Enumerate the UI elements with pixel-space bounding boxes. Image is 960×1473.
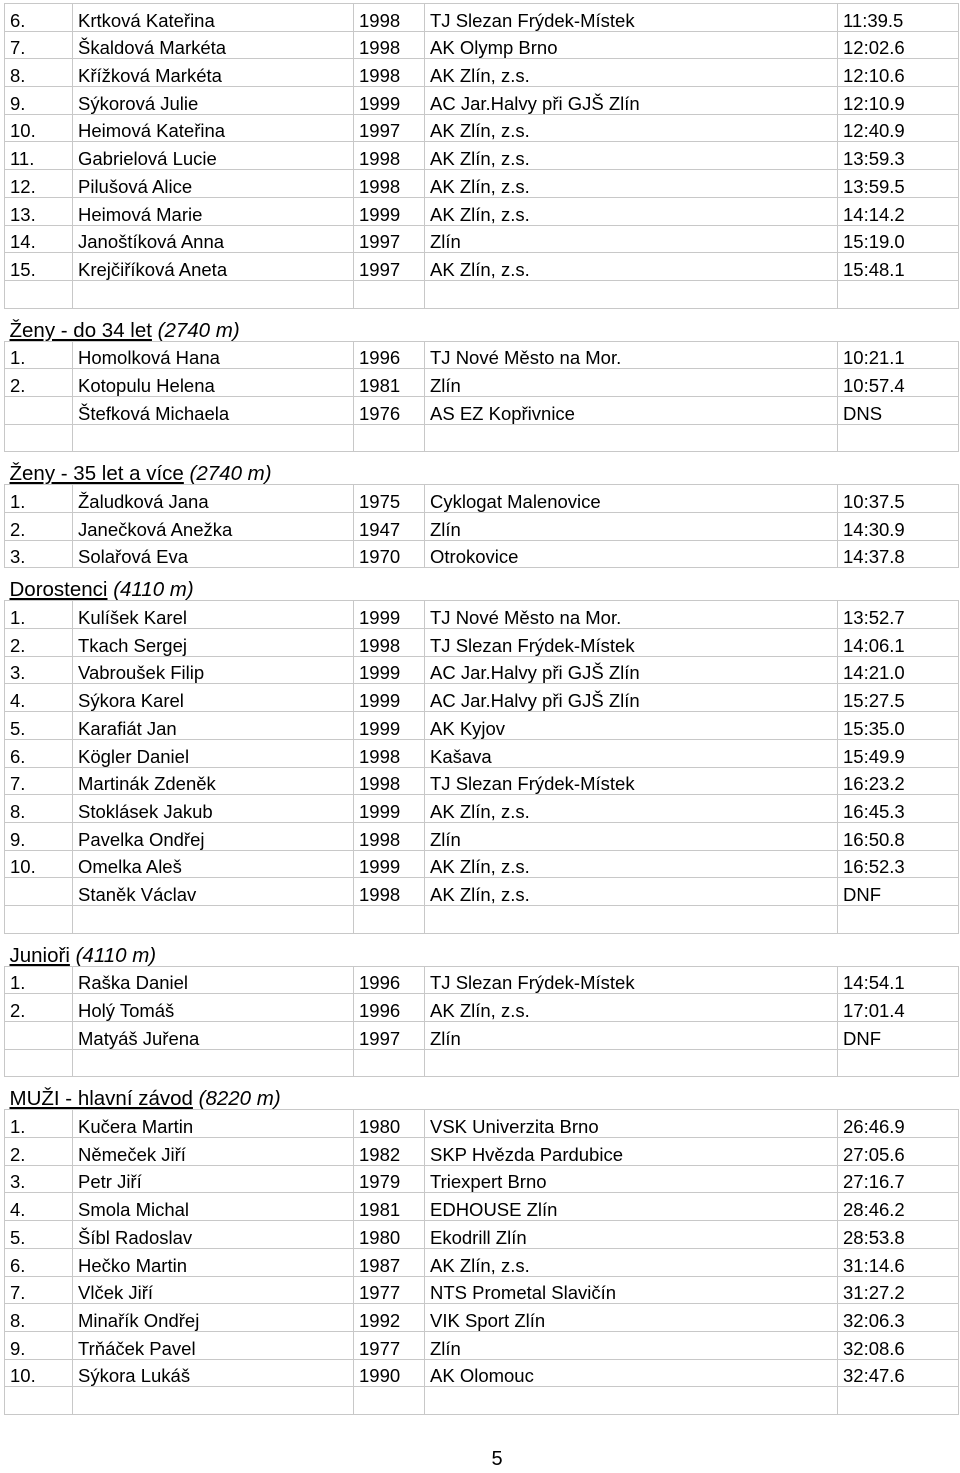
result-row xyxy=(5,966,959,994)
blank-row xyxy=(5,905,959,933)
club-cell: AK Zlín, z.s. xyxy=(425,253,838,281)
time-cell: 13:59.5 xyxy=(838,170,959,198)
rank-cell: 6. xyxy=(5,4,73,32)
year-cell: 1987 xyxy=(354,1248,425,1276)
empty-cell xyxy=(5,1387,73,1415)
year-cell: 1996 xyxy=(354,994,425,1022)
year-cell: 1998 xyxy=(354,822,425,850)
club-cell: Zlín xyxy=(425,513,838,541)
year-cell: 1998 xyxy=(354,59,425,87)
empty-cell xyxy=(425,280,838,308)
year-cell: 1999 xyxy=(354,656,425,684)
year-cell: 1992 xyxy=(354,1304,425,1332)
name-cell: Pavelka Ondřej xyxy=(73,822,354,850)
club-cell: EDHOUSE Zlín xyxy=(425,1193,838,1221)
name-cell: Kučera Martin xyxy=(73,1110,354,1138)
rank-cell: 12. xyxy=(5,170,73,198)
rank-cell: 8. xyxy=(5,1304,73,1332)
name-cell: Gabrielová Lucie xyxy=(73,142,354,170)
year-cell: 1981 xyxy=(354,1193,425,1221)
section-title xyxy=(5,452,959,485)
section-header-row xyxy=(5,568,959,601)
name-cell: Krejčiříková Aneta xyxy=(73,253,354,281)
club-cell: TJ Slezan Frýdek-Místek xyxy=(425,629,838,657)
empty-cell xyxy=(425,905,838,933)
rank-cell: 10. xyxy=(5,850,73,878)
rank-cell: 1. xyxy=(5,341,73,369)
section-header-row xyxy=(5,1077,959,1110)
time-cell: 15:19.0 xyxy=(838,225,959,253)
club-cell: AK Olomouc xyxy=(425,1359,838,1387)
time-cell: 17:01.4 xyxy=(838,994,959,1022)
time-cell: 16:50.8 xyxy=(838,822,959,850)
club-cell: Cyklogat Malenovice xyxy=(425,485,838,513)
rank-cell: 1. xyxy=(5,966,73,994)
blank-row xyxy=(5,1387,959,1415)
result-row xyxy=(5,1276,959,1304)
result-row xyxy=(5,878,959,906)
year-cell: 1999 xyxy=(354,684,425,712)
time-cell: 11:39.5 xyxy=(838,4,959,32)
category-distance: (2740 m) xyxy=(189,462,272,485)
empty-cell xyxy=(73,280,354,308)
rank-cell: 15. xyxy=(5,253,73,281)
result-row xyxy=(5,994,959,1022)
year-cell: 1997 xyxy=(354,225,425,253)
club-cell: SKP Hvězda Pardubice xyxy=(425,1138,838,1166)
category-name: Ženy - do 34 let xyxy=(9,318,152,342)
name-cell: Stoklásek Jakub xyxy=(73,795,354,823)
result-row xyxy=(5,197,959,225)
club-cell: AK Zlín, z.s. xyxy=(425,142,838,170)
time-cell: 27:16.7 xyxy=(838,1165,959,1193)
name-cell: Kögler Daniel xyxy=(73,739,354,767)
year-cell: 1980 xyxy=(354,1110,425,1138)
result-row xyxy=(5,712,959,740)
rank-cell: 9. xyxy=(5,87,73,115)
rank-cell: 6. xyxy=(5,739,73,767)
results-table xyxy=(4,3,959,1415)
category-name: Dorostenci xyxy=(9,578,108,601)
result-row xyxy=(5,1304,959,1332)
time-cell: 16:52.3 xyxy=(838,850,959,878)
year-cell: 1998 xyxy=(354,739,425,767)
name-cell: Janoštíková Anna xyxy=(73,225,354,253)
rank-cell xyxy=(5,396,73,424)
result-row xyxy=(5,225,959,253)
result-row xyxy=(5,1331,959,1359)
club-cell: Kašava xyxy=(425,739,838,767)
club-cell: VIK Sport Zlín xyxy=(425,1304,838,1332)
section-title xyxy=(5,568,959,601)
result-row xyxy=(5,31,959,59)
time-cell: 32:06.3 xyxy=(838,1304,959,1332)
year-cell: 1997 xyxy=(354,1022,425,1050)
year-cell: 1981 xyxy=(354,369,425,397)
year-cell: 1999 xyxy=(354,795,425,823)
empty-cell xyxy=(838,1049,959,1077)
year-cell: 1970 xyxy=(354,540,425,568)
name-cell: Karafiát Jan xyxy=(73,712,354,740)
empty-cell xyxy=(73,1387,354,1415)
rank-cell: 14. xyxy=(5,225,73,253)
name-cell: Škaldová Markéta xyxy=(73,31,354,59)
rank-cell: 3. xyxy=(5,540,73,568)
club-cell: TJ Slezan Frýdek-Místek xyxy=(425,767,838,795)
time-cell: 10:57.4 xyxy=(838,369,959,397)
year-cell: 1979 xyxy=(354,1165,425,1193)
club-cell: Otrokovice xyxy=(425,540,838,568)
rank-cell: 1. xyxy=(5,601,73,629)
empty-cell xyxy=(354,424,425,452)
empty-cell xyxy=(425,1049,838,1077)
year-cell: 1998 xyxy=(354,878,425,906)
time-cell: 14:30.9 xyxy=(838,513,959,541)
time-cell: 14:06.1 xyxy=(838,629,959,657)
time-cell: 10:21.1 xyxy=(838,341,959,369)
result-row xyxy=(5,629,959,657)
time-cell: 15:35.0 xyxy=(838,712,959,740)
time-cell: 13:59.3 xyxy=(838,142,959,170)
name-cell: Hečko Martin xyxy=(73,1248,354,1276)
year-cell: 1998 xyxy=(354,31,425,59)
result-row xyxy=(5,341,959,369)
year-cell: 1997 xyxy=(354,114,425,142)
name-cell: Sýkora Lukáš xyxy=(73,1359,354,1387)
category-name: Junioři xyxy=(9,943,70,967)
club-cell: AS EZ Kopřivnice xyxy=(425,396,838,424)
name-cell: Pilušová Alice xyxy=(73,170,354,198)
club-cell: AK Zlín, z.s. xyxy=(425,59,838,87)
time-cell: 16:45.3 xyxy=(838,795,959,823)
result-row xyxy=(5,1110,959,1138)
year-cell: 1998 xyxy=(354,629,425,657)
name-cell: Krtková Kateřina xyxy=(73,4,354,32)
year-cell: 1998 xyxy=(354,4,425,32)
result-row xyxy=(5,253,959,281)
rank-cell: 6. xyxy=(5,1248,73,1276)
result-row xyxy=(5,1022,959,1050)
name-cell: Smola Michal xyxy=(73,1193,354,1221)
empty-cell xyxy=(838,1387,959,1415)
time-cell: 14:14.2 xyxy=(838,197,959,225)
year-cell: 1947 xyxy=(354,513,425,541)
name-cell: Vabroušek Filip xyxy=(73,656,354,684)
category-distance: (4110 m) xyxy=(75,943,157,967)
time-cell: 12:10.9 xyxy=(838,87,959,115)
club-cell: Zlín xyxy=(425,822,838,850)
time-cell: 12:10.6 xyxy=(838,59,959,87)
section-header-row xyxy=(5,452,959,485)
rank-cell xyxy=(5,878,73,906)
time-cell: 32:08.6 xyxy=(838,1331,959,1359)
result-row xyxy=(5,59,959,87)
name-cell: Raška Daniel xyxy=(73,966,354,994)
year-cell: 1998 xyxy=(354,767,425,795)
empty-cell xyxy=(354,280,425,308)
rank-cell: 1. xyxy=(5,485,73,513)
name-cell: Staněk Václav xyxy=(73,878,354,906)
name-cell: Trňáček Pavel xyxy=(73,1331,354,1359)
rank-cell: 9. xyxy=(5,822,73,850)
rank-cell: 9. xyxy=(5,1331,73,1359)
rank-cell: 7. xyxy=(5,767,73,795)
year-cell: 1999 xyxy=(354,601,425,629)
results-body xyxy=(5,4,959,1415)
year-cell: 1976 xyxy=(354,396,425,424)
rank-cell: 5. xyxy=(5,712,73,740)
result-row xyxy=(5,767,959,795)
club-cell: AK Zlín, z.s. xyxy=(425,795,838,823)
name-cell: Žaludková Jana xyxy=(73,485,354,513)
time-cell: 15:27.5 xyxy=(838,684,959,712)
rank-cell: 2. xyxy=(5,1138,73,1166)
result-row xyxy=(5,1248,959,1276)
results-sheet xyxy=(4,3,958,1415)
year-cell: 1996 xyxy=(354,341,425,369)
name-cell: Homolková Hana xyxy=(73,341,354,369)
time-cell: 28:53.8 xyxy=(838,1221,959,1249)
club-cell: Zlín xyxy=(425,1331,838,1359)
time-cell: 14:37.8 xyxy=(838,540,959,568)
year-cell: 1977 xyxy=(354,1331,425,1359)
rank-cell: 5. xyxy=(5,1221,73,1249)
name-cell: Křížková Markéta xyxy=(73,59,354,87)
result-row xyxy=(5,540,959,568)
empty-cell xyxy=(5,424,73,452)
year-cell: 1999 xyxy=(354,87,425,115)
blank-row xyxy=(5,424,959,452)
empty-cell xyxy=(73,1049,354,1077)
empty-cell xyxy=(5,905,73,933)
year-cell: 1998 xyxy=(354,142,425,170)
name-cell: Janečková Anežka xyxy=(73,513,354,541)
empty-cell xyxy=(73,905,354,933)
year-cell: 1990 xyxy=(354,1359,425,1387)
club-cell: AK Zlín, z.s. xyxy=(425,878,838,906)
result-row xyxy=(5,822,959,850)
result-row xyxy=(5,369,959,397)
time-cell: DNF xyxy=(838,1022,959,1050)
result-row xyxy=(5,4,959,32)
empty-cell xyxy=(5,280,73,308)
club-cell: AK Zlín, z.s. xyxy=(425,850,838,878)
name-cell: Martinák Zdeněk xyxy=(73,767,354,795)
year-cell: 1980 xyxy=(354,1221,425,1249)
result-row xyxy=(5,684,959,712)
empty-cell xyxy=(354,1049,425,1077)
blank-row xyxy=(5,1049,959,1077)
rank-cell: 2. xyxy=(5,369,73,397)
time-cell: 13:52.7 xyxy=(838,601,959,629)
club-cell: AK Zlín, z.s. xyxy=(425,197,838,225)
result-row xyxy=(5,739,959,767)
club-cell: AK Zlín, z.s. xyxy=(425,994,838,1022)
club-cell: TJ Nové Město na Mor. xyxy=(425,341,838,369)
time-cell: 14:21.0 xyxy=(838,656,959,684)
year-cell: 1996 xyxy=(354,966,425,994)
empty-cell xyxy=(5,1049,73,1077)
time-cell: DNF xyxy=(838,878,959,906)
name-cell: Němeček Jiří xyxy=(73,1138,354,1166)
club-cell: AC Jar.Halvy při GJŠ Zlín xyxy=(425,684,838,712)
club-cell: NTS Prometal Slavičín xyxy=(425,1276,838,1304)
name-cell: Vlček Jiří xyxy=(73,1276,354,1304)
rank-cell: 1. xyxy=(5,1110,73,1138)
year-cell: 1999 xyxy=(354,850,425,878)
result-row xyxy=(5,1193,959,1221)
time-cell: 15:48.1 xyxy=(838,253,959,281)
result-row xyxy=(5,114,959,142)
rank-cell: 2. xyxy=(5,629,73,657)
name-cell: Kotopulu Helena xyxy=(73,369,354,397)
time-cell: 31:14.6 xyxy=(838,1248,959,1276)
rank-cell: 7. xyxy=(5,31,73,59)
rank-cell: 10. xyxy=(5,114,73,142)
name-cell: Minařík Ondřej xyxy=(73,1304,354,1332)
result-row xyxy=(5,87,959,115)
year-cell: 1977 xyxy=(354,1276,425,1304)
club-cell: Ekodrill Zlín xyxy=(425,1221,838,1249)
club-cell: TJ Slezan Frýdek-Místek xyxy=(425,966,838,994)
club-cell: AK Zlín, z.s. xyxy=(425,1248,838,1276)
empty-cell xyxy=(425,424,838,452)
category-distance: (2740 m) xyxy=(157,318,240,342)
result-row xyxy=(5,1165,959,1193)
blank-row xyxy=(5,280,959,308)
time-cell: 31:27.2 xyxy=(838,1276,959,1304)
club-cell: AK Olymp Brno xyxy=(425,31,838,59)
name-cell: Omelka Aleš xyxy=(73,850,354,878)
rank-cell xyxy=(5,1022,73,1050)
empty-cell xyxy=(354,905,425,933)
name-cell: Matyáš Juřena xyxy=(73,1022,354,1050)
result-row xyxy=(5,850,959,878)
club-cell: TJ Slezan Frýdek-Místek xyxy=(425,4,838,32)
rank-cell: 8. xyxy=(5,795,73,823)
page-number: 5 xyxy=(491,1448,503,1470)
result-row xyxy=(5,1138,959,1166)
club-cell: AK Kyjov xyxy=(425,712,838,740)
club-cell: AK Zlín, z.s. xyxy=(425,114,838,142)
club-cell: Zlín xyxy=(425,369,838,397)
club-cell: AC Jar.Halvy při GJŠ Zlín xyxy=(425,656,838,684)
rank-cell: 4. xyxy=(5,684,73,712)
name-cell: Heimová Marie xyxy=(73,197,354,225)
time-cell: 10:37.5 xyxy=(838,485,959,513)
empty-cell xyxy=(73,424,354,452)
empty-cell xyxy=(838,424,959,452)
club-cell: TJ Nové Město na Mor. xyxy=(425,601,838,629)
club-cell: AK Zlín, z.s. xyxy=(425,170,838,198)
result-row xyxy=(5,795,959,823)
time-cell: 27:05.6 xyxy=(838,1138,959,1166)
club-cell: Triexpert Brno xyxy=(425,1165,838,1193)
result-row xyxy=(5,142,959,170)
time-cell: 14:54.1 xyxy=(838,966,959,994)
category-distance: (4110 m) xyxy=(113,578,194,601)
year-cell: 1982 xyxy=(354,1138,425,1166)
rank-cell: 2. xyxy=(5,994,73,1022)
rank-cell: 2. xyxy=(5,513,73,541)
time-cell: 32:47.6 xyxy=(838,1359,959,1387)
empty-cell xyxy=(838,905,959,933)
time-cell: 16:23.2 xyxy=(838,767,959,795)
rank-cell: 8. xyxy=(5,59,73,87)
rank-cell: 7. xyxy=(5,1276,73,1304)
result-row xyxy=(5,601,959,629)
result-row xyxy=(5,170,959,198)
empty-cell xyxy=(838,280,959,308)
club-cell: Zlín xyxy=(425,225,838,253)
result-row xyxy=(5,485,959,513)
rank-cell: 3. xyxy=(5,1165,73,1193)
name-cell: Šíbl Radoslav xyxy=(73,1221,354,1249)
result-row xyxy=(5,1221,959,1249)
time-cell: 28:46.2 xyxy=(838,1193,959,1221)
club-cell: VSK Univerzita Brno xyxy=(425,1110,838,1138)
year-cell: 1999 xyxy=(354,197,425,225)
empty-cell xyxy=(425,1387,838,1415)
time-cell: 12:40.9 xyxy=(838,114,959,142)
category-distance: (8220 m) xyxy=(198,1087,281,1110)
section-header-row xyxy=(5,933,959,966)
name-cell: Holý Tomáš xyxy=(73,994,354,1022)
club-cell: AC Jar.Halvy při GJŠ Zlín xyxy=(425,87,838,115)
result-row xyxy=(5,396,959,424)
time-cell: 12:02.6 xyxy=(838,31,959,59)
name-cell: Štefková Michaela xyxy=(73,396,354,424)
name-cell: Sýkora Karel xyxy=(73,684,354,712)
year-cell: 1975 xyxy=(354,485,425,513)
year-cell: 1999 xyxy=(354,712,425,740)
club-cell: Zlín xyxy=(425,1022,838,1050)
result-row xyxy=(5,1359,959,1387)
time-cell: 26:46.9 xyxy=(838,1110,959,1138)
year-cell: 1997 xyxy=(354,253,425,281)
rank-cell: 10. xyxy=(5,1359,73,1387)
section-title xyxy=(5,1077,959,1110)
result-row xyxy=(5,656,959,684)
name-cell: Heimová Kateřina xyxy=(73,114,354,142)
name-cell: Tkach Sergej xyxy=(73,629,354,657)
category-name: MUŽI - hlavní závod xyxy=(9,1087,193,1110)
time-cell: 15:49.9 xyxy=(838,739,959,767)
name-cell: Petr Jiří xyxy=(73,1165,354,1193)
section-header-row xyxy=(5,308,959,341)
section-title xyxy=(5,933,959,966)
rank-cell: 4. xyxy=(5,1193,73,1221)
section-title xyxy=(5,308,959,341)
year-cell: 1998 xyxy=(354,170,425,198)
rank-cell: 11. xyxy=(5,142,73,170)
rank-cell: 13. xyxy=(5,197,73,225)
name-cell: Sýkorová Julie xyxy=(73,87,354,115)
time-cell: DNS xyxy=(838,396,959,424)
empty-cell xyxy=(354,1387,425,1415)
name-cell: Solařová Eva xyxy=(73,540,354,568)
result-row xyxy=(5,513,959,541)
category-name: Ženy - 35 let a více xyxy=(9,462,184,485)
rank-cell: 3. xyxy=(5,656,73,684)
name-cell: Kulíšek Karel xyxy=(73,601,354,629)
